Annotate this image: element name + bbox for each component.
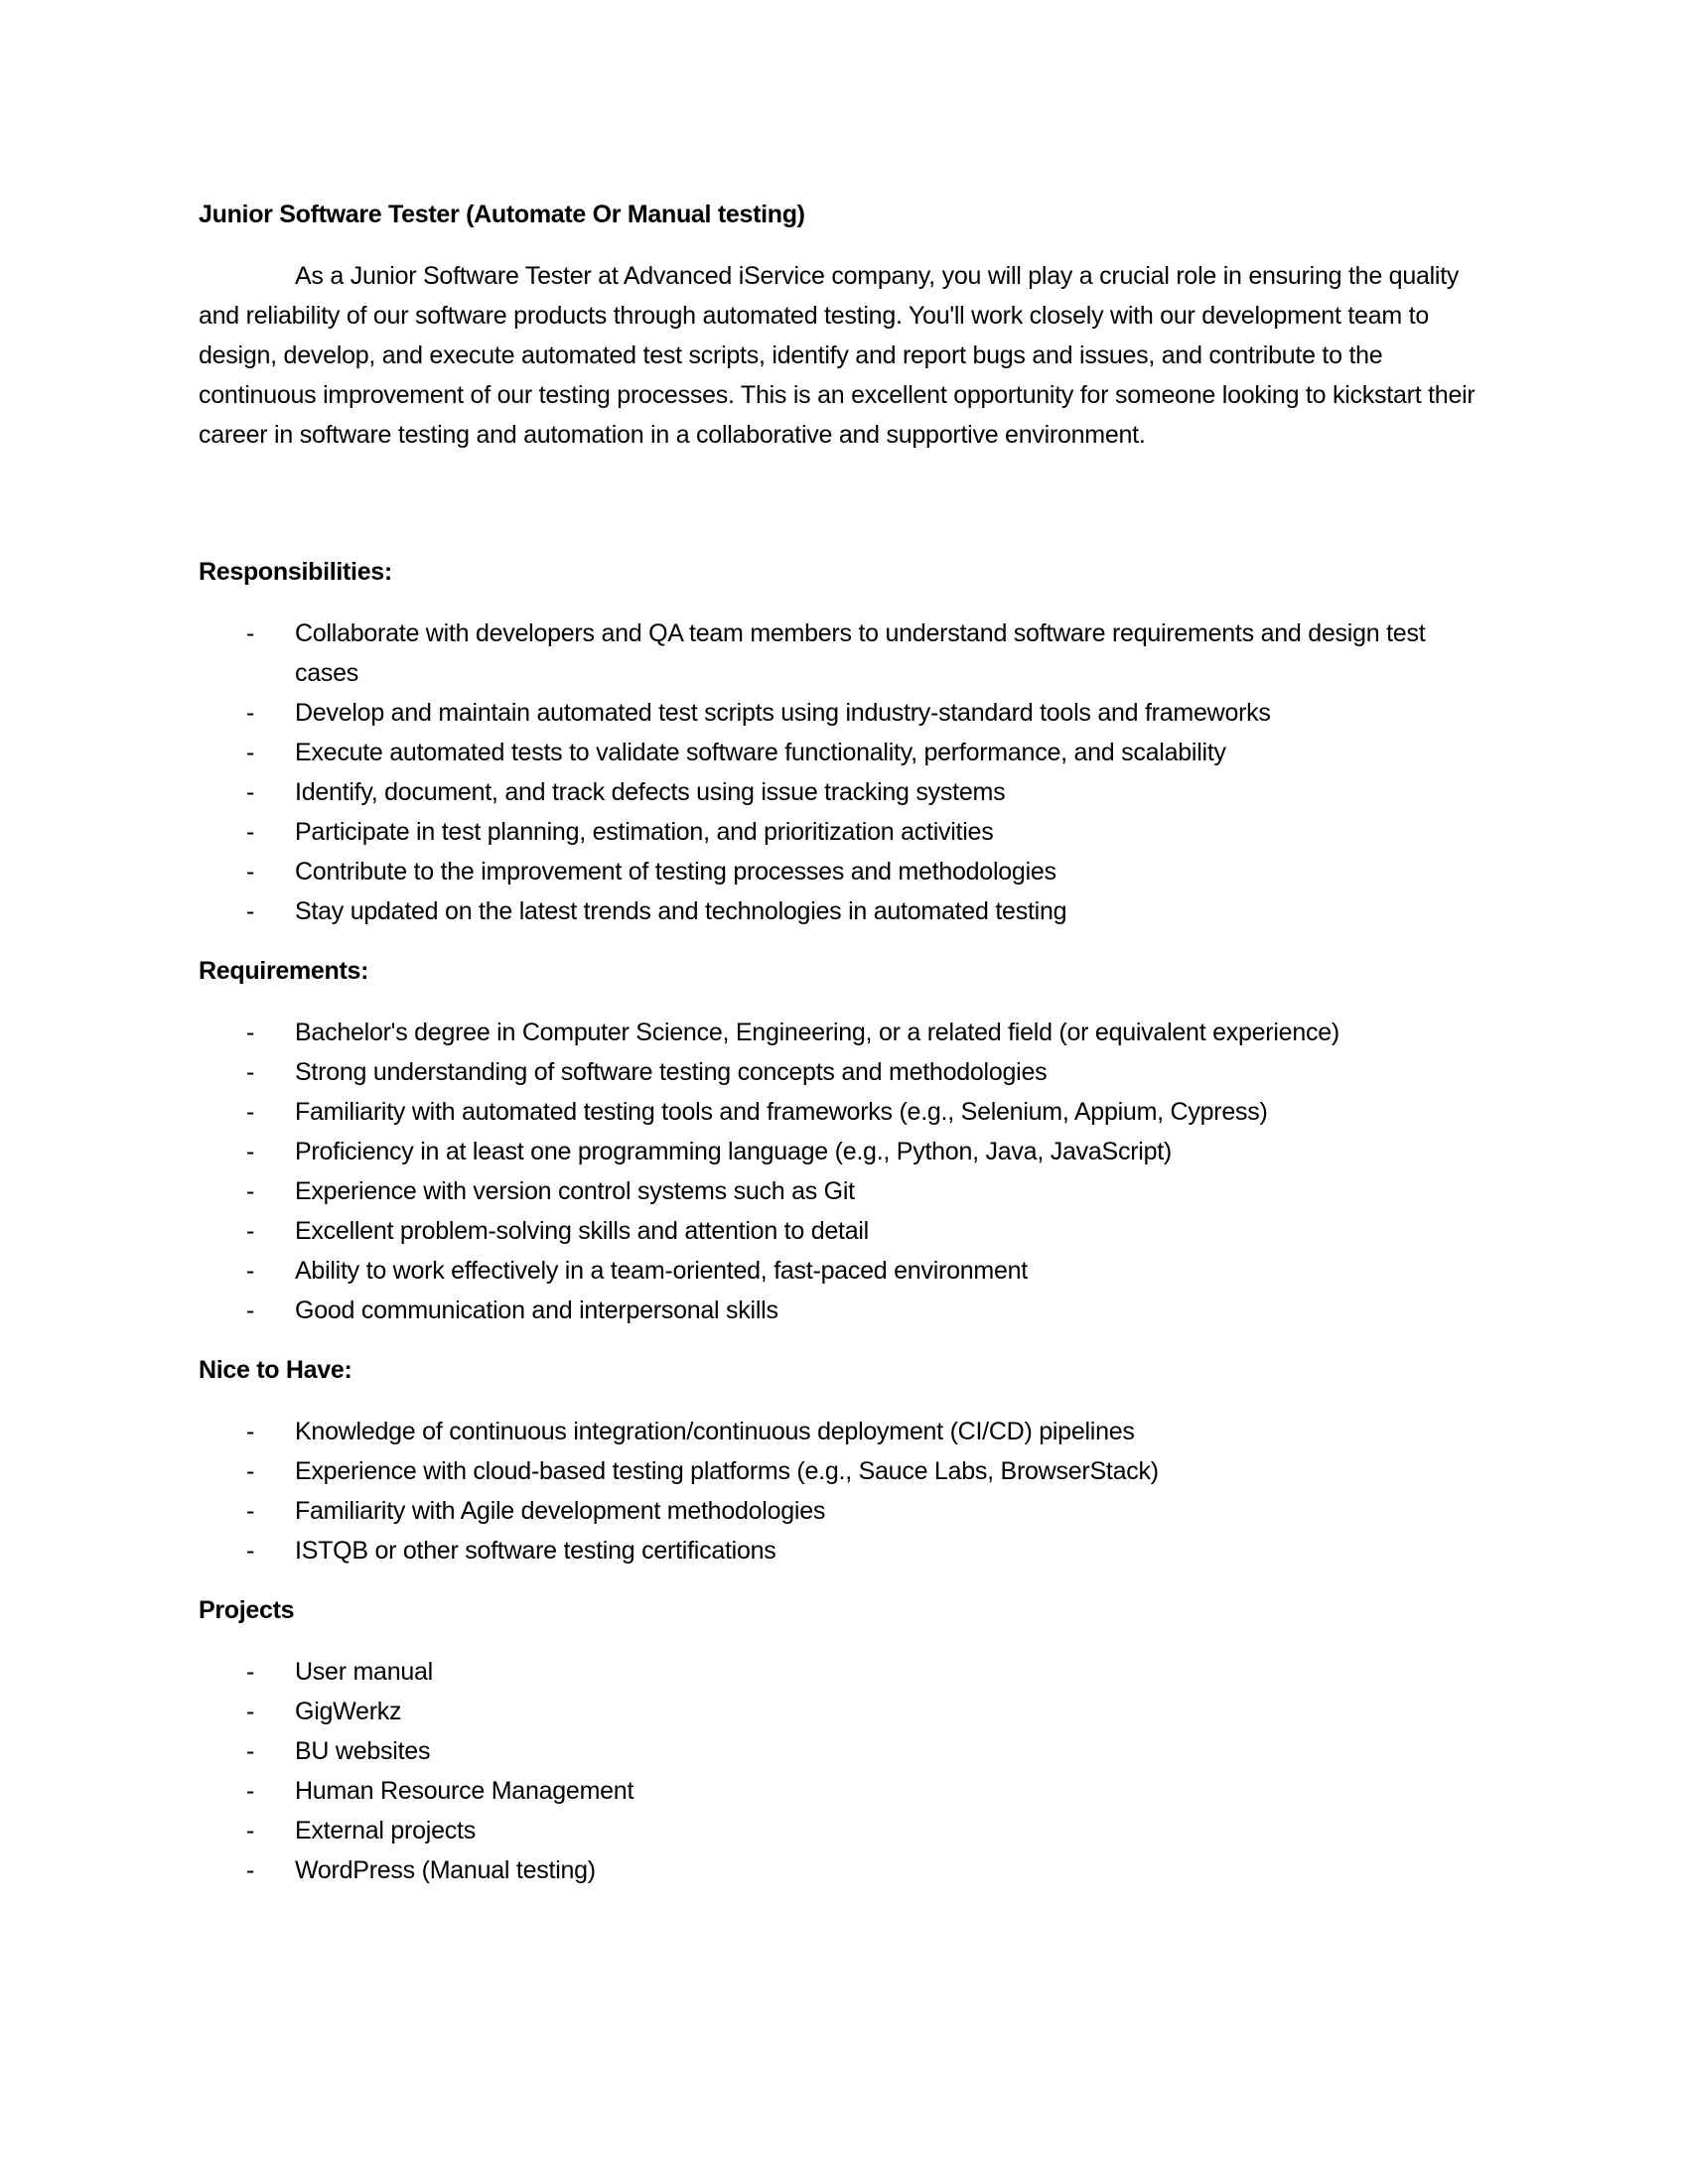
requirements-list <box>199 1013 1489 1330</box>
list-item-text: Stay updated on the latest trends and technologies in automated testing <box>295 897 1067 925</box>
dash-bullet-icon: - <box>246 1457 255 1485</box>
dash-bullet-icon: - <box>246 1019 255 1046</box>
dash-bullet-icon: - <box>246 1497 255 1525</box>
list-item <box>199 1811 1486 1850</box>
dash-bullet-icon: - <box>246 1537 255 1565</box>
list-item-text: Experience with version control systems such as Git <box>295 1177 855 1205</box>
section-heading: Requirements: <box>199 957 369 985</box>
dash-bullet-icon: - <box>246 778 255 806</box>
list-item-text: Strong understanding of software testing concepts and methodologies <box>295 1058 1048 1086</box>
dash-bullet-icon: - <box>246 1658 255 1686</box>
list-item <box>199 1692 1486 1731</box>
dash-bullet-icon: - <box>246 897 255 925</box>
dash-bullet-icon: - <box>246 1138 255 1165</box>
list-item-text: WordPress (Manual testing) <box>295 1856 596 1884</box>
list-item-text: Develop and maintain automated test scripts using industry-standard tools and frameworks <box>295 699 1271 727</box>
list-item <box>199 1412 1486 1451</box>
list-item-text: Human Resource Management <box>295 1777 634 1805</box>
dash-bullet-icon: - <box>246 1058 255 1086</box>
list-item <box>199 1291 1486 1330</box>
list-item <box>199 1132 1486 1171</box>
dash-bullet-icon: - <box>246 1777 255 1805</box>
list-item <box>199 812 1486 852</box>
list-item-text: GigWerkz <box>295 1698 402 1725</box>
list-item-text: Familiarity with automated testing tools and frameworks (e.g., Selenium, Appium, Cypress) <box>295 1098 1268 1126</box>
section-responsibilities <box>199 552 1489 931</box>
list-item-text: Experience with cloud-based testing platforms (e.g., Sauce Labs, BrowserStack) <box>295 1457 1159 1485</box>
responsibilities-list <box>199 614 1489 931</box>
section-heading: Projects <box>199 1596 295 1624</box>
list-item-text: BU websites <box>295 1737 431 1765</box>
list-item <box>199 1531 1486 1570</box>
dash-bullet-icon: - <box>246 1297 255 1324</box>
list-item-text: Identify, document, and track defects using issue tracking systems <box>295 778 1006 806</box>
list-item <box>199 1251 1486 1291</box>
list-item <box>199 1211 1486 1251</box>
list-item <box>199 1771 1486 1811</box>
dash-bullet-icon: - <box>246 1177 255 1205</box>
dash-bullet-icon: - <box>246 1217 255 1245</box>
dash-bullet-icon: - <box>246 1418 255 1445</box>
dash-bullet-icon: - <box>246 699 255 727</box>
nice-to-have-list <box>199 1412 1489 1570</box>
list-item <box>199 693 1486 733</box>
list-item <box>199 733 1486 772</box>
list-item-text: Bachelor's degree in Computer Science, Engineering, or a related field (or equivalent experience) <box>295 1019 1339 1046</box>
list-item <box>199 1491 1486 1531</box>
list-item <box>199 1052 1486 1092</box>
list-item-text: Participate in test planning, estimation, and prioritization activities <box>295 818 994 846</box>
section-heading: Responsibilities: <box>199 558 392 586</box>
list-item <box>199 1652 1486 1692</box>
list-item <box>199 1013 1486 1052</box>
list-item <box>199 1731 1486 1771</box>
dash-bullet-icon: - <box>246 739 255 766</box>
list-item-text: ISTQB or other software testing certifications <box>295 1537 776 1565</box>
list-item-text: Proficiency in at least one programming language (e.g., Python, Java, JavaScript) <box>295 1138 1172 1165</box>
list-item <box>199 1171 1486 1211</box>
dash-bullet-icon: - <box>246 1817 255 1844</box>
list-item <box>199 1092 1486 1132</box>
list-item-text: Good communication and interpersonal skills <box>295 1297 778 1324</box>
dash-bullet-icon: - <box>246 1737 255 1765</box>
list-item-text: External projects <box>295 1817 476 1844</box>
document-title: Junior Software Tester (Automate Or Manual testing) <box>199 201 805 228</box>
section-nice-to-have <box>199 1350 1489 1570</box>
section-projects <box>199 1590 1489 1890</box>
list-item <box>199 772 1486 812</box>
projects-list <box>199 1652 1489 1890</box>
list-item-text: Collaborate with developers and QA team members to understand software requirements and design test cases <box>295 619 1426 687</box>
list-item <box>199 852 1486 891</box>
dash-bullet-icon: - <box>246 818 255 846</box>
intro-paragraph: As a Junior Software Tester at Advanced iService company, you will play a crucial role in ensuring the quality and reliability of our software products through automated testing. You'll work closely with our development team to design, develop, and execute automated test scripts, identify and report bugs and issues, and contribute to the continuous improvement of our testing processes. This is an excellent opportunity for someone looking to kickstart their career in software testing and automation in a collaborative and supportive environment. <box>199 262 1476 449</box>
dash-bullet-icon: - <box>246 1257 255 1285</box>
list-item-text: Execute automated tests to validate software functionality, performance, and scalability <box>295 739 1226 766</box>
list-item <box>199 1451 1486 1491</box>
list-item-text: Knowledge of continuous integration/continuous deployment (CI/CD) pipelines <box>295 1418 1135 1445</box>
list-item-text: Familiarity with Agile development methodologies <box>295 1497 826 1525</box>
dash-bullet-icon: - <box>246 1698 255 1725</box>
document-page <box>199 195 1489 1910</box>
list-item <box>199 1850 1486 1890</box>
dash-bullet-icon: - <box>246 1856 255 1884</box>
dash-bullet-icon: - <box>246 619 255 647</box>
list-item <box>199 614 1486 693</box>
section-heading: Nice to Have: <box>199 1356 352 1384</box>
dash-bullet-icon: - <box>246 858 255 886</box>
list-item-text: Ability to work effectively in a team-oriented, fast-paced environment <box>295 1257 1028 1285</box>
list-item-text: User manual <box>295 1658 433 1686</box>
section-requirements <box>199 951 1489 1330</box>
dash-bullet-icon: - <box>246 1098 255 1126</box>
spacer <box>199 455 1489 552</box>
list-item-text: Excellent problem-solving skills and attention to detail <box>295 1217 869 1245</box>
list-item-text: Contribute to the improvement of testing processes and methodologies <box>295 858 1056 886</box>
list-item <box>199 891 1486 931</box>
